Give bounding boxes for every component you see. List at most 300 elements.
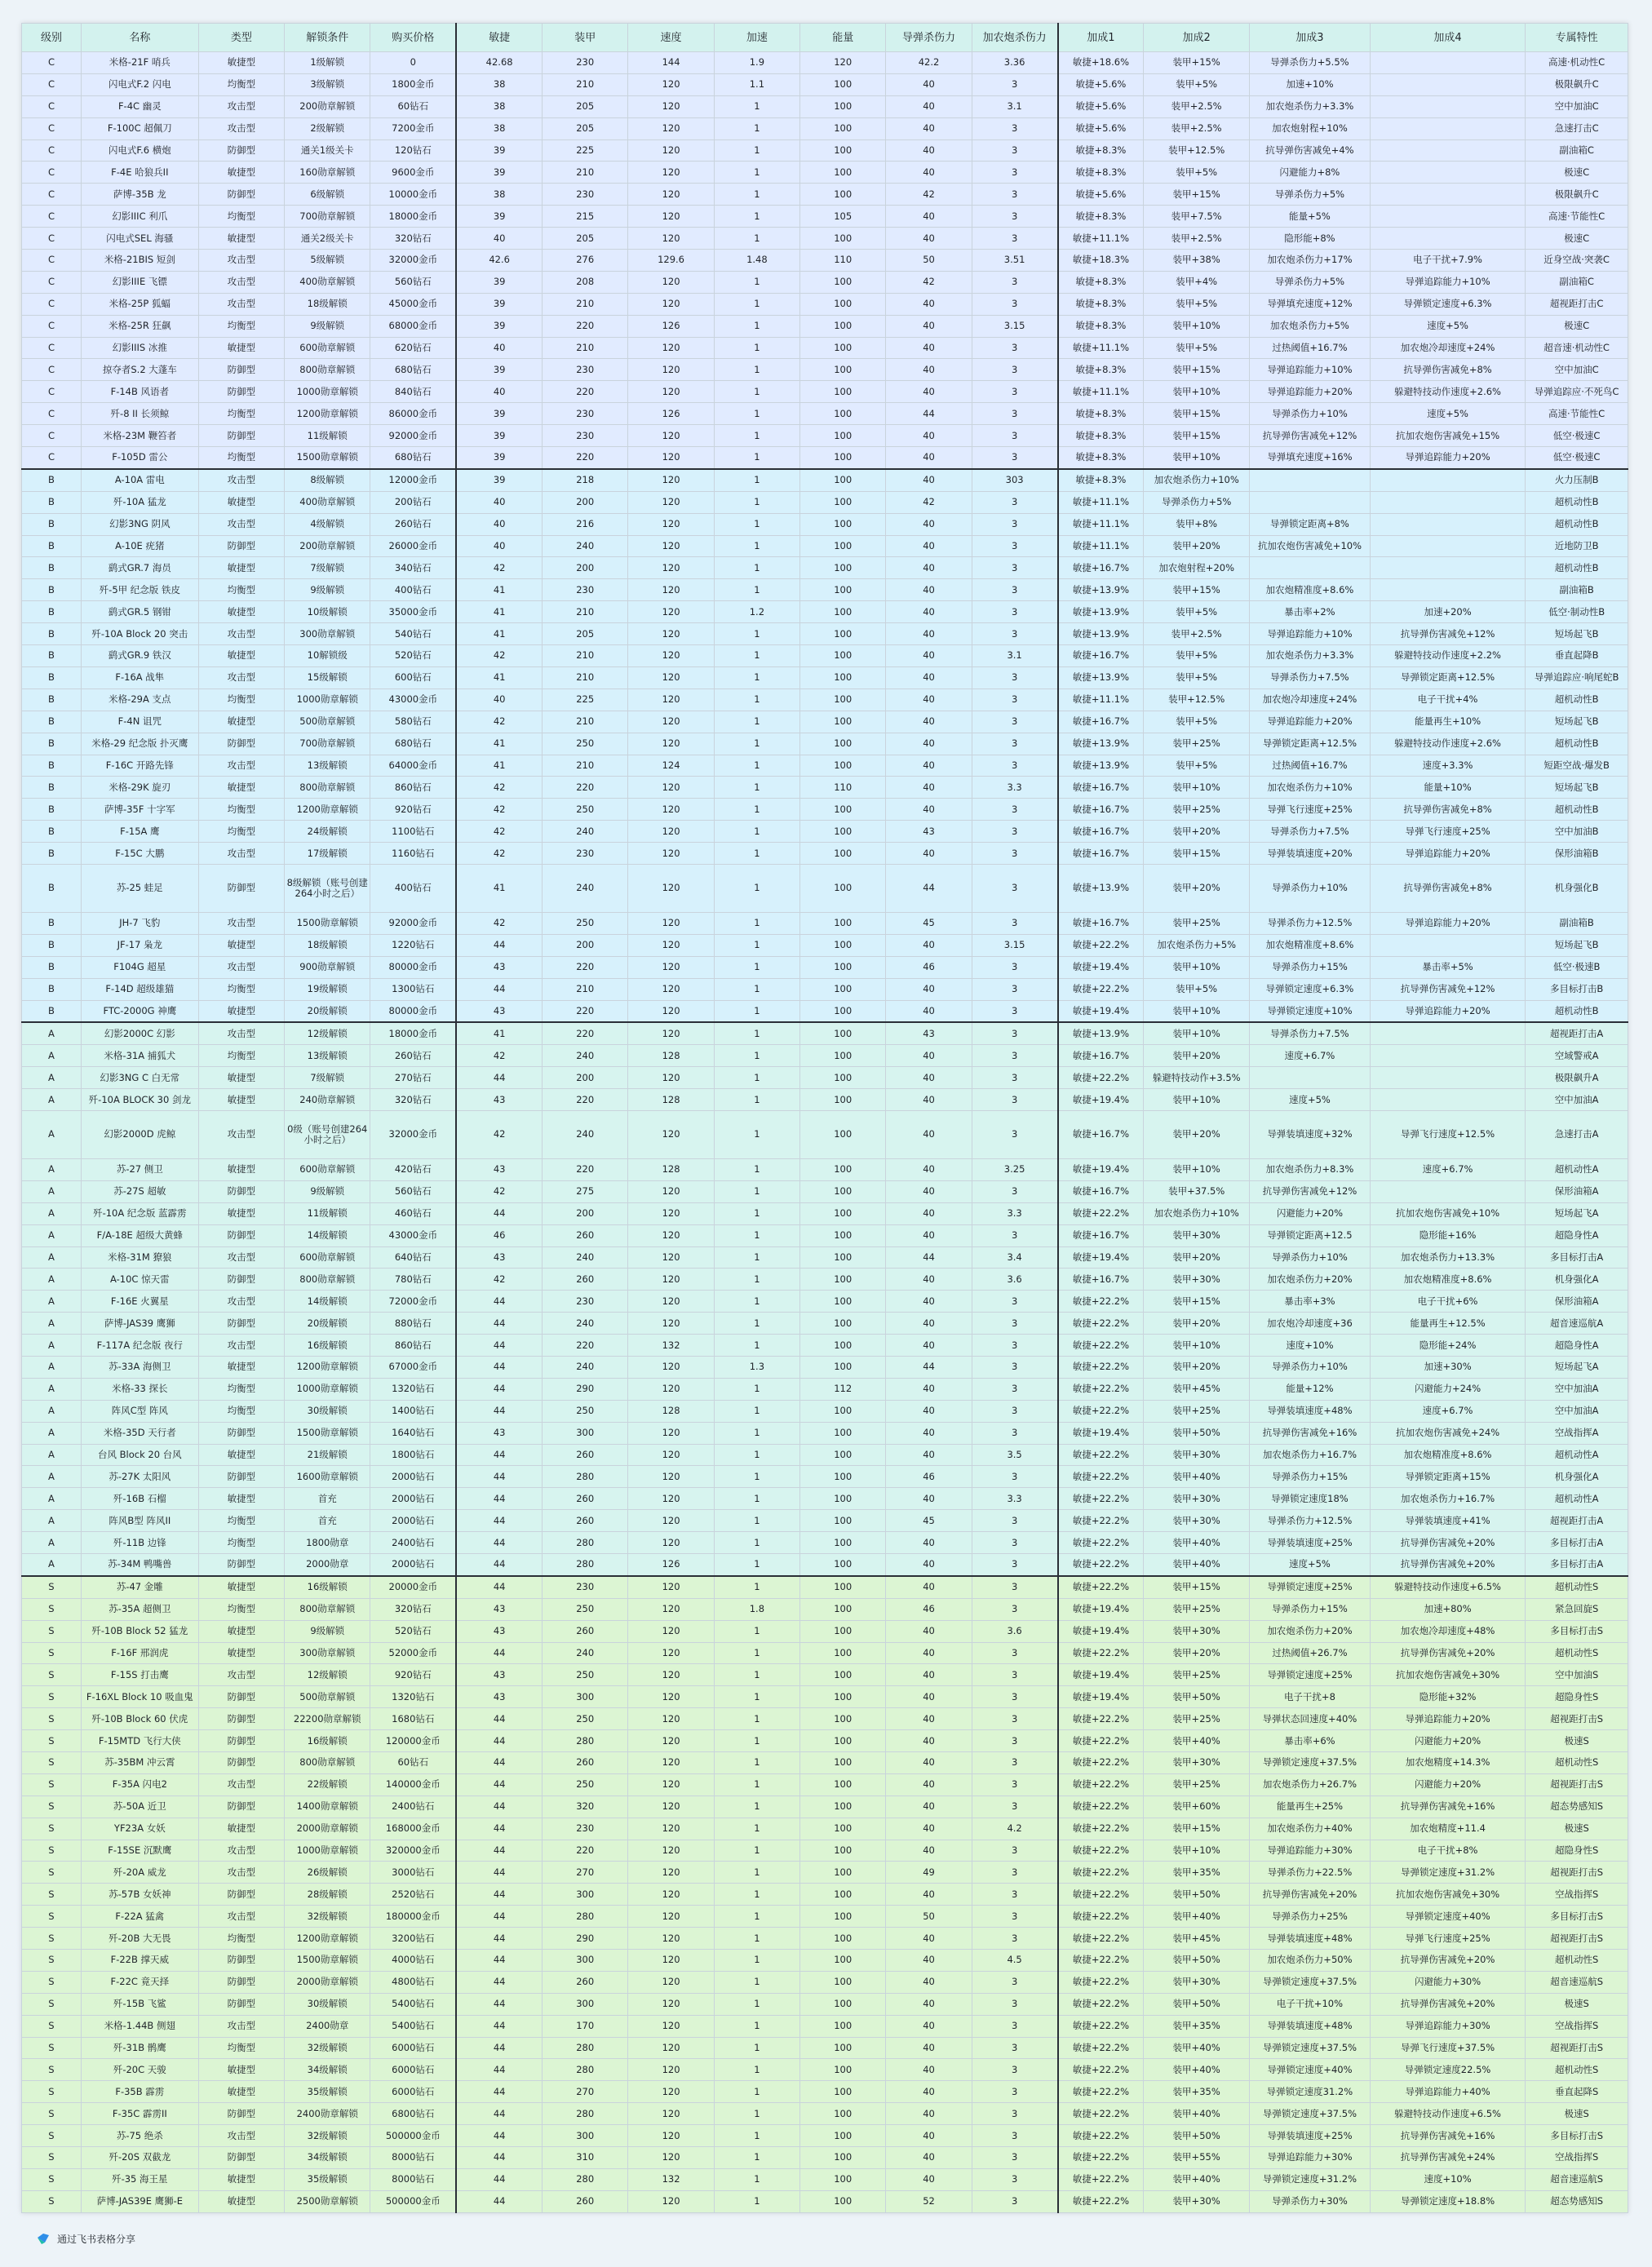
table-cell: 电子干扰+8 (1249, 1686, 1370, 1708)
table-cell: 加农炮杀伤力+16.7% (1249, 1444, 1370, 1466)
table-row (22, 978, 1628, 1000)
table-cell: 3 (972, 1928, 1057, 1950)
table-cell: 1 (714, 934, 799, 956)
column-header: 能量 (800, 24, 886, 52)
table-cell: 1 (714, 1269, 799, 1291)
table-cell: 敏捷+22.2% (1058, 2125, 1144, 2147)
table-cell: 100 (800, 425, 886, 447)
table-cell: 129.6 (628, 250, 714, 272)
table-row (22, 1356, 1628, 1378)
table-cell: 苏-34M 鸭嘴兽 (81, 1554, 198, 1576)
table-row (22, 1598, 1628, 1620)
table-cell: 加农炮精准度+8.6% (1249, 934, 1370, 956)
table-cell: 100 (800, 1400, 886, 1422)
table-cell: 敏捷+22.2% (1058, 1730, 1144, 1752)
table-cell: 41 (456, 733, 542, 755)
table-cell: 闪避能力+20% (1370, 1730, 1525, 1752)
table-cell: 抗导弹伤害减免+20% (1370, 1532, 1525, 1554)
table-cell: 苏-35A 超侧卫 (81, 1598, 198, 1620)
table-cell: 低空·制动性B (1526, 601, 1628, 623)
table-cell: 3 (972, 73, 1057, 95)
table-cell: 敏捷+16.7% (1058, 1269, 1144, 1291)
table-cell: 1 (714, 2081, 799, 2103)
table-row (22, 1158, 1628, 1180)
table-cell: 攻击型 (198, 95, 284, 117)
table-cell: A (22, 1444, 82, 1466)
table-cell: 装甲+20% (1144, 821, 1250, 843)
table-row (22, 1335, 1628, 1357)
table-cell: 40 (886, 557, 972, 579)
table-cell: 导弹装填速度+41% (1370, 1510, 1525, 1532)
table-cell: 220 (543, 777, 628, 799)
table-cell: 装甲+5% (1144, 645, 1250, 667)
table-cell: 3 (972, 1335, 1057, 1357)
table-row (22, 425, 1628, 447)
table-cell: 敏捷+22.2% (1058, 1532, 1144, 1554)
table-cell: 210 (543, 73, 628, 95)
table-cell: 敏捷型 (198, 1067, 284, 1089)
table-cell: 400勋章解锁 (285, 491, 370, 513)
table-cell: 超视距打击S (1526, 1862, 1628, 1884)
table-row (22, 403, 1628, 425)
table-cell: 装甲+50% (1144, 1686, 1250, 1708)
table-cell: 100 (800, 1598, 886, 1620)
table-cell: A (22, 1488, 82, 1510)
table-cell: 42 (886, 184, 972, 206)
table-cell: 1 (714, 1045, 799, 1067)
table-cell: 42 (456, 557, 542, 579)
table-cell: 1 (714, 1444, 799, 1466)
table-cell: F-16F 邢润虎 (81, 1642, 198, 1664)
table-cell: 120 (800, 52, 886, 74)
table-cell: 250 (543, 912, 628, 934)
table-cell: 100 (800, 1067, 886, 1089)
table-cell: 装甲+15% (1144, 1576, 1250, 1598)
table-cell: 45000金币 (370, 293, 456, 315)
table-cell: 400勋章解锁 (285, 271, 370, 293)
table-cell: 高速·节能性C (1526, 206, 1628, 228)
table-row (22, 1928, 1628, 1950)
table-cell: 1200勋章解锁 (285, 1928, 370, 1950)
table-cell: 100 (800, 1795, 886, 1818)
table-cell: 1 (714, 1928, 799, 1950)
table-cell: 加农炮杀伤力+3.3% (1249, 645, 1370, 667)
table-cell: 1400勋章解锁 (285, 1795, 370, 1818)
table-cell: 1 (714, 711, 799, 733)
table-cell: 280 (543, 2103, 628, 2125)
table-cell: 1 (714, 1642, 799, 1664)
table-row (22, 271, 1628, 293)
table-cell: 44 (456, 1576, 542, 1598)
table-cell: 装甲+20% (1144, 1642, 1250, 1664)
table-cell: 导弹追踪能力+10% (1249, 623, 1370, 645)
table-cell: F-15SE 沉默鹰 (81, 1840, 198, 1862)
table-cell: 过热阈值+16.7% (1249, 337, 1370, 359)
table-cell: 120 (628, 117, 714, 139)
table-cell: 装甲+15% (1144, 184, 1250, 206)
table-cell: 400钻石 (370, 579, 456, 601)
table-cell: 41 (456, 623, 542, 645)
table-cell: 600勋章解锁 (285, 1246, 370, 1269)
table-cell: 机身强化A (1526, 1466, 1628, 1488)
table-row (22, 1642, 1628, 1664)
table-cell: 40 (886, 1532, 972, 1554)
table-cell: 60钻石 (370, 1752, 456, 1774)
table-cell: 40 (886, 1818, 972, 1840)
table-cell: 加农炮射程+20% (1144, 557, 1250, 579)
table-cell: 40 (886, 1400, 972, 1422)
table-cell: 250 (543, 1708, 628, 1730)
table-cell: 导弹飞行速度+25% (1370, 1928, 1525, 1950)
table-cell: 1 (714, 557, 799, 579)
table-cell: 1 (714, 1993, 799, 2015)
table-row (22, 2081, 1628, 2103)
table-cell: 43 (456, 1000, 542, 1022)
column-header: 加成1 (1058, 24, 1144, 52)
table-cell: 敏捷+8.3% (1058, 403, 1144, 425)
table-cell: 加速+20% (1370, 601, 1525, 623)
table-cell: S (22, 2125, 82, 2147)
table-cell: 敏捷型 (198, 1620, 284, 1642)
table-cell: 萨博-35F 十字军 (81, 799, 198, 821)
spreadsheet (21, 23, 1628, 2213)
table-cell (1249, 491, 1370, 513)
table-cell: 39 (456, 447, 542, 469)
table-row (22, 1840, 1628, 1862)
table-cell: 120 (628, 843, 714, 865)
table-cell: 导弹追踪能力+20% (1370, 843, 1525, 865)
table-cell: S (22, 1642, 82, 1664)
table-row (22, 513, 1628, 535)
table-cell: 17级解锁 (285, 843, 370, 865)
table-cell: 超音速巡航A (1526, 1313, 1628, 1335)
table-cell: 40 (886, 1224, 972, 1246)
table-cell: 1 (714, 271, 799, 293)
table-cell: 1300钻石 (370, 978, 456, 1000)
table-cell: 短场起飞A (1526, 1202, 1628, 1224)
table-cell (1249, 1067, 1370, 1089)
table-cell: 44 (456, 1730, 542, 1752)
table-cell: B (22, 777, 82, 799)
table-cell: 100 (800, 1642, 886, 1664)
column-header: 加成3 (1249, 24, 1370, 52)
table-cell: 空战指挥S (1526, 1884, 1628, 1906)
table-cell: 32000金币 (370, 1110, 456, 1158)
table-cell: 阵风C型 阵风 (81, 1400, 198, 1422)
table-cell: 抗加农炮伤害减免+10% (1249, 535, 1370, 557)
table-cell: 520钻石 (370, 645, 456, 667)
table-row (22, 1224, 1628, 1246)
table-cell: 210 (543, 666, 628, 689)
table-cell: 250 (543, 1400, 628, 1422)
table-cell: 40 (456, 381, 542, 403)
table-cell: 120 (628, 228, 714, 250)
table-cell: 41 (456, 864, 542, 912)
table-cell: 200 (543, 557, 628, 579)
table-cell: 210 (543, 978, 628, 1000)
table-cell: 装甲+15% (1144, 359, 1250, 381)
share-footer[interactable] (36, 2231, 135, 2246)
table-cell: 导弹装填速度+25% (1249, 1532, 1370, 1554)
table-cell: 44 (456, 2059, 542, 2081)
table-cell: S (22, 1928, 82, 1950)
table-cell: 导弹追踪能力+30% (1249, 1840, 1370, 1862)
table-cell: 100 (800, 293, 886, 315)
table-cell: 120 (628, 162, 714, 184)
table-cell: 100 (800, 1664, 886, 1686)
table-cell: 防御型 (198, 1313, 284, 1335)
table-cell: 能量再生+12.5% (1370, 1313, 1525, 1335)
column-header: 解锁条件 (285, 24, 370, 52)
table-cell: 加农炮杀伤力+16.7% (1370, 1488, 1525, 1510)
table-cell: 1000勋章解锁 (285, 1378, 370, 1400)
table-cell: 3 (972, 755, 1057, 777)
table-cell: 1 (714, 1180, 799, 1202)
table-cell: 加农炮杀伤力+10% (1249, 777, 1370, 799)
table-cell: 加农炮杀伤力+3.3% (1249, 95, 1370, 117)
table-cell: 3 (972, 912, 1057, 934)
table-cell: 攻击型 (198, 956, 284, 978)
table-cell: 3 (972, 162, 1057, 184)
table-cell: F-35A 闪电2 (81, 1773, 198, 1795)
table-cell: 歼-5甲 纪念版 铁皮 (81, 579, 198, 601)
table-cell: 米格-31A 捕狐犬 (81, 1045, 198, 1067)
table-cell: 3.3 (972, 1202, 1057, 1224)
table-cell: 超机动性S (1526, 1642, 1628, 1664)
table-cell: 3 (972, 1022, 1057, 1044)
table-cell: 120 (628, 1576, 714, 1598)
table-cell: 2520钻石 (370, 1884, 456, 1906)
table-cell: 极速C (1526, 315, 1628, 337)
table-cell: 210 (543, 755, 628, 777)
table-cell: 均衡型 (198, 579, 284, 601)
table-cell: 68000金币 (370, 315, 456, 337)
table-cell: 超隐身性A (1526, 1224, 1628, 1246)
table-cell: 260 (543, 1269, 628, 1291)
table-cell: 6000钻石 (370, 2059, 456, 2081)
table-cell: 44 (456, 1773, 542, 1795)
table-cell: 40 (886, 1971, 972, 1993)
table-cell: 20级解锁 (285, 1000, 370, 1022)
table-cell: 40 (886, 293, 972, 315)
table-cell: 40 (886, 1378, 972, 1400)
table-cell: 1 (714, 821, 799, 843)
table-cell: 装甲+25% (1144, 799, 1250, 821)
table-cell: C (22, 184, 82, 206)
table-row (22, 228, 1628, 250)
table-cell: F-35C 霹雳II (81, 2103, 198, 2125)
table-cell: 43000金币 (370, 689, 456, 711)
table-cell: 装甲+25% (1144, 1400, 1250, 1422)
table-cell: 装甲+40% (1144, 1554, 1250, 1576)
table-cell: C (22, 139, 82, 162)
table-cell: 敏捷+11.1% (1058, 535, 1144, 557)
table-cell: 敏捷+16.7% (1058, 843, 1144, 865)
table-cell: 均衡型 (198, 1510, 284, 1532)
table-cell: 敏捷+22.2% (1058, 1818, 1144, 1840)
table-cell: 隐形能+32% (1370, 1686, 1525, 1708)
table-cell: 42.6 (456, 250, 542, 272)
table-cell: 0级（账号创建264小时之后） (285, 1110, 370, 1158)
table-cell: 120 (628, 293, 714, 315)
table-cell: 39 (456, 139, 542, 162)
table-cell: 导弹锁定速度22.5% (1370, 2059, 1525, 2081)
table-cell: C (22, 447, 82, 469)
table-cell: 导弹装填速度+48% (1249, 1400, 1370, 1422)
table-cell: 抗导弹伤害减免+20% (1370, 1950, 1525, 1972)
table-cell: 多目标打击B (1526, 978, 1628, 1000)
table-cell: 1 (714, 1664, 799, 1686)
table-cell: 120 (628, 666, 714, 689)
table-cell: 加农炮杀伤力+40% (1249, 1818, 1370, 1840)
table-cell: B (22, 513, 82, 535)
table-cell: 敏捷+22.2% (1058, 1466, 1144, 1488)
table-cell: 防御型 (198, 1466, 284, 1488)
table-cell: S (22, 2081, 82, 2103)
table-cell: 40 (886, 1642, 972, 1664)
table-cell: 歼-15B 飞鲨 (81, 1993, 198, 2015)
table-cell: 2400勋章 (285, 2015, 370, 2037)
table-cell: 40 (886, 139, 972, 162)
table-cell: 敏捷型 (198, 2190, 284, 2212)
table-cell: 掠夺者S.2 大蓬车 (81, 359, 198, 381)
table-cell: 280 (543, 2059, 628, 2081)
table-cell: 3.3 (972, 1488, 1057, 1510)
table-cell: 680钻石 (370, 447, 456, 469)
table-cell: 40 (886, 117, 972, 139)
table-cell: F-105D 雷公 (81, 447, 198, 469)
table-cell: 均衡型 (198, 1928, 284, 1950)
table-cell: A (22, 1269, 82, 1291)
table-cell: 萨博-35B 龙 (81, 184, 198, 206)
table-cell: A (22, 1158, 82, 1180)
table-cell: 100 (800, 1356, 886, 1378)
table-cell: 导弹锁定速度+10% (1249, 1000, 1370, 1022)
table-cell: 230 (543, 1818, 628, 1840)
table-cell: 120 (628, 95, 714, 117)
table-cell: 敏捷+13.9% (1058, 579, 1144, 601)
table-cell: 超机动性B (1526, 557, 1628, 579)
table-cell: 防御型 (198, 2103, 284, 2125)
table-cell: 120 (628, 359, 714, 381)
table-cell: 120 (628, 1422, 714, 1444)
table-cell: 40 (886, 579, 972, 601)
table-row (22, 711, 1628, 733)
table-cell: 装甲+30% (1144, 1269, 1250, 1291)
table-cell: 120 (628, 1224, 714, 1246)
table-cell: 12000金币 (370, 469, 456, 491)
table-cell: 100 (800, 513, 886, 535)
table-cell: 44 (886, 403, 972, 425)
table-cell: 低空·极速B (1526, 956, 1628, 978)
table-cell: 44 (456, 1642, 542, 1664)
table-cell: 3 (972, 2190, 1057, 2212)
table-cell: 敏捷+13.9% (1058, 733, 1144, 755)
table-cell: 3 (972, 2037, 1057, 2059)
table-cell: 230 (543, 1576, 628, 1598)
table-cell: 萨博-JAS39 鹰狮 (81, 1313, 198, 1335)
table-cell: 防御型 (198, 1554, 284, 1576)
table-cell: 500勋章解锁 (285, 711, 370, 733)
table-cell: 3 (972, 1795, 1057, 1818)
table-cell: 导弹锁定速度+31.2% (1249, 2168, 1370, 2190)
table-cell: 120 (628, 934, 714, 956)
table-cell: 1000勋章解锁 (285, 381, 370, 403)
table-cell: 1 (714, 864, 799, 912)
table-cell: 防御型 (198, 1795, 284, 1818)
table-cell: 1 (714, 1422, 799, 1444)
table-cell: 1680钻石 (370, 1708, 456, 1730)
table-cell: 敏捷+22.2% (1058, 2147, 1144, 2169)
table-cell: 43 (886, 821, 972, 843)
table-cell: 3 (972, 535, 1057, 557)
table-cell: 300勋章解锁 (285, 1642, 370, 1664)
table-cell: 歼-10A Block 20 突击 (81, 623, 198, 645)
table-cell: B (22, 821, 82, 843)
table-cell: 120 (628, 1620, 714, 1642)
table-cell: 1 (714, 1067, 799, 1089)
table-cell: 30级解锁 (285, 1993, 370, 2015)
table-cell: 168000金币 (370, 1818, 456, 1840)
table-cell: 44 (456, 2103, 542, 2125)
table-cell: 230 (543, 843, 628, 865)
table-cell: 电子干扰+4% (1370, 689, 1525, 711)
column-header: 装甲 (543, 24, 628, 52)
table-cell: 超机动性S (1526, 1950, 1628, 1972)
table-cell: 120 (628, 1928, 714, 1950)
table-cell: 电子干扰+7.9% (1370, 250, 1525, 272)
table-cell: 100 (800, 864, 886, 912)
table-cell: 敏捷+19.4% (1058, 1598, 1144, 1620)
table-cell: 装甲+10% (1144, 447, 1250, 469)
table-cell: 1 (714, 425, 799, 447)
table-cell: 导弹追踪能力+10% (1249, 359, 1370, 381)
table-cell: 导弹锁定速度18% (1249, 1488, 1370, 1510)
table-cell: 3 (972, 425, 1057, 447)
table-cell: 1320钻石 (370, 1686, 456, 1708)
table-cell: 空中加油S (1526, 1664, 1628, 1686)
table-cell: 敏捷型 (198, 162, 284, 184)
table-cell: 40 (886, 425, 972, 447)
table-cell: 装甲+25% (1144, 1598, 1250, 1620)
table-cell: 44 (456, 978, 542, 1000)
table-cell: 首充 (285, 1510, 370, 1532)
table-cell: 220 (543, 315, 628, 337)
table-cell: 9600金币 (370, 162, 456, 184)
table-cell: 120 (628, 447, 714, 469)
table-cell: 加农炮杀伤力+20% (1249, 1269, 1370, 1291)
table-cell: 7级解锁 (285, 1067, 370, 1089)
table-cell: 敏捷+22.2% (1058, 1993, 1144, 2015)
table-cell: 超隐身性S (1526, 1840, 1628, 1862)
table-cell: 苏-33A 海侧卫 (81, 1356, 198, 1378)
table-cell: 1.1 (714, 73, 799, 95)
table-cell: 43000金币 (370, 1224, 456, 1246)
table-cell: 100 (800, 535, 886, 557)
table-cell: 260钻石 (370, 513, 456, 535)
table-cell: 1 (714, 1840, 799, 1862)
table-cell: 1 (714, 1488, 799, 1510)
table-cell: A-10A 雷电 (81, 469, 198, 491)
table-cell: 120 (628, 777, 714, 799)
table-cell: B (22, 579, 82, 601)
table-cell: 3.4 (972, 1246, 1057, 1269)
table-cell: 10000金币 (370, 184, 456, 206)
table-cell: 装甲+5% (1144, 978, 1250, 1000)
table-cell: 敏捷型 (198, 1642, 284, 1664)
table-cell: 均衡型 (198, 73, 284, 95)
table-cell: 120 (628, 821, 714, 843)
